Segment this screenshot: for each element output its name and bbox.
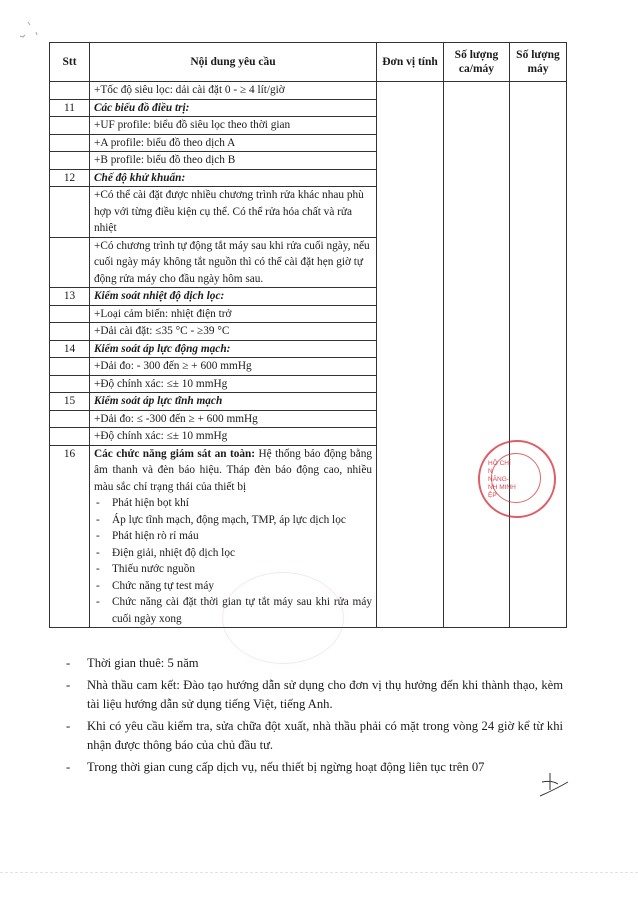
row-stt: 12 xyxy=(50,169,90,187)
list-item: - Phát hiện rò rỉ máu xyxy=(94,528,372,545)
list-item: - Điện giải, nhiệt độ dịch lọc xyxy=(94,545,372,562)
table-row xyxy=(50,82,567,100)
list-item: - Thiếu nước nguồn xyxy=(94,561,372,578)
header-qty-machine: Số lượng máy xyxy=(510,43,567,82)
row-stt xyxy=(50,187,90,238)
header-stt: Stt xyxy=(50,43,90,82)
note-item: - Thời gian thuê: 5 năm xyxy=(66,656,199,670)
requirements-table xyxy=(49,42,567,628)
row-stt: 14 xyxy=(50,340,90,358)
row-content: +Dải đo: - 300 đến ≥ + 600 mmHg xyxy=(90,358,377,376)
row-heading: Chế độ khử khuẩn: xyxy=(90,169,377,187)
table-header-row xyxy=(50,43,567,82)
list-item: - Phát hiện bọt khí xyxy=(94,495,372,512)
red-seal-stamp xyxy=(478,440,556,518)
row-heading: Các biểu đồ điều trị: xyxy=(90,99,377,117)
row-stt: 11 xyxy=(50,99,90,117)
row-content: +UF profile: biểu đồ siêu lọc theo thời gian xyxy=(90,117,377,135)
row-content: +B profile: biểu đồ theo dịch B xyxy=(90,152,377,170)
faint-watermark-seal xyxy=(222,572,344,664)
list-item: - Chức năng cài đặt thời gian tự tắt máy sau khi rửa máy cuối ngày xong xyxy=(94,594,372,627)
row-text: Hệ thống báo động bằng âm thanh và đèn báo hiệu. Tháp đèn báo động cao, nhiều màu sắc chỉ trạng thái của thiết bị xyxy=(94,447,372,493)
row-heading: Các chức năng giám sát an toàn: xyxy=(94,447,256,460)
row-stt xyxy=(50,237,90,288)
notes-section xyxy=(66,654,563,780)
row-content: +Có thể cài đặt được nhiều chương trình rửa khác nhau phù hợp với từng điều kiện cụ thể. Có thể rửa hóa chất và rửa nhiệt xyxy=(90,187,377,238)
row-heading: Kiểm soát áp lực tĩnh mạch xyxy=(90,393,377,411)
list-item: - Áp lực tĩnh mạch, động mạch, TMP, áp lực dịch lọc xyxy=(94,512,372,529)
row-stt xyxy=(50,358,90,376)
row-content: +A profile: biểu đồ theo dịch A xyxy=(90,134,377,152)
row-stt xyxy=(50,117,90,135)
row-stt xyxy=(50,152,90,170)
row-stt: 16 xyxy=(50,445,90,628)
row-content: +Có chương trình tự động tắt máy sau khi rửa cuối ngày, nếu cuối ngày máy không tắt nguồn thì có thể cài đặt hẹn giờ tự động rửa máy cho đầu ngày hôm sau. xyxy=(90,237,377,288)
header-unit: Đơn vị tính xyxy=(377,43,444,82)
row-content: +Dải cài đặt: ≤35 °C - ≥39 °C xyxy=(90,323,377,341)
row-stt xyxy=(50,375,90,393)
qty-shift-column-cell xyxy=(444,82,510,628)
row-stt xyxy=(50,134,90,152)
header-content: Nội dung yêu cầu xyxy=(90,43,377,82)
row-stt xyxy=(50,305,90,323)
row-content: +Loại cảm biến: nhiệt điện trở xyxy=(90,305,377,323)
row-stt: 15 xyxy=(50,393,90,411)
row-content: +Độ chính xác: ≤± 10 mmHg xyxy=(90,428,377,446)
row-stt xyxy=(50,323,90,341)
row-content: +Độ chính xác: ≤± 10 mmHg xyxy=(90,375,377,393)
note-item: - Trong thời gian cung cấp dịch vụ, nếu thiết bị ngừng hoạt động liên tục trên 07 xyxy=(66,760,485,774)
note-item: - Khi có yêu cầu kiểm tra, sửa chữa đột xuất, nhà thầu phải có mặt trong vòng 24 giờ kể từ khi nhận được thông báo của chủ đầu tư. xyxy=(66,719,563,752)
list-item: - Chức năng tự test máy xyxy=(94,578,372,595)
row-heading: Kiểm soát nhiệt độ dịch lọc: xyxy=(90,288,377,306)
header-qty-shift: Số lượng ca/máy xyxy=(444,43,510,82)
row-content: +Tốc độ siêu lọc: dải cài đặt 0 - ≥ 4 lít/giờ xyxy=(90,82,377,100)
qty-machine-column-cell xyxy=(510,82,567,628)
row-stt xyxy=(50,410,90,428)
page-bottom-edge xyxy=(0,872,638,873)
corner-scribble-mark xyxy=(14,18,54,48)
initial-signature xyxy=(536,770,572,800)
row-heading: Kiểm soát áp lực động mạch: xyxy=(90,340,377,358)
row-content: +Dải đo: ≤ -300 đến ≥ + 600 mmHg xyxy=(90,410,377,428)
row-stt xyxy=(50,428,90,446)
note-item: - Nhà thầu cam kết: Đào tạo hướng dẫn sử dụng cho đơn vị thụ hưởng đến khi thành thạo, kèm tài liệu hướng dẫn sử dụng tiếng Việt, tiếng Anh. xyxy=(66,678,563,711)
row-stt: 13 xyxy=(50,288,90,306)
row-stt xyxy=(50,82,90,100)
unit-column-cell xyxy=(377,82,444,628)
stamp-text: HỒ CHÍ N NĂNG- NH MINH ỆP xyxy=(488,460,516,499)
